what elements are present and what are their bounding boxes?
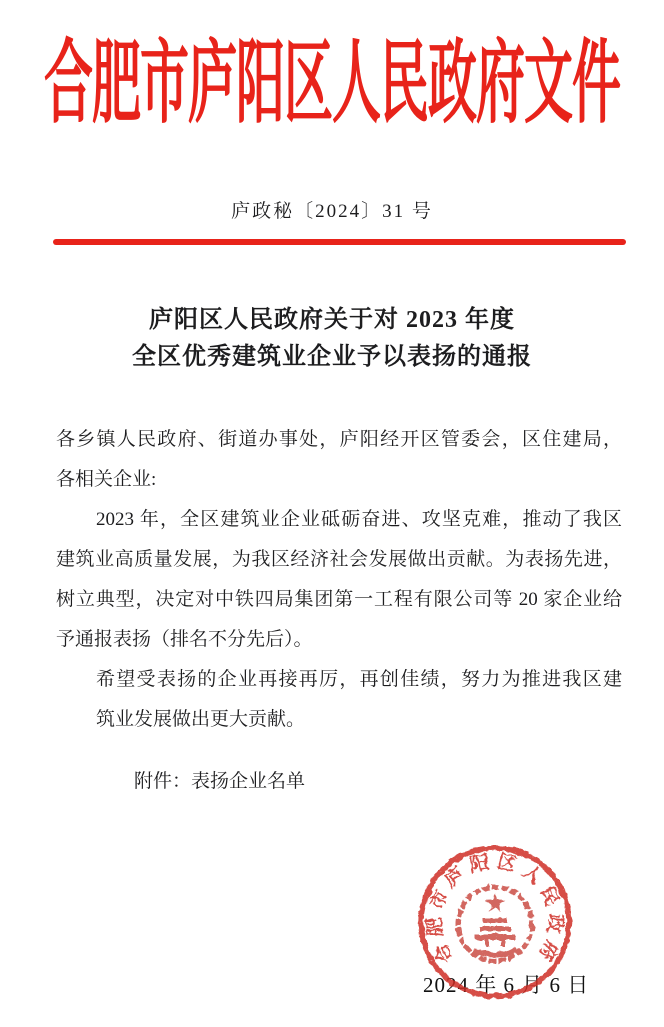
document-number: 庐政秘〔2024〕31 号 [231,201,433,222]
attachment-note: 附件：表扬企业名单 [134,771,306,792]
document-title [0,302,664,376]
red-divider-line [53,239,626,245]
document-title-line2: 全区优秀建筑业企业予以表扬的通报 [132,344,532,370]
body-line: 各乡镇人民政府、街道办事处，庐阳经开区管委会，区住建局， [56,429,622,450]
body-line: 希望受表扬的企业再接再厉，再创佳绩，努力为推进我区建 [96,669,622,690]
body-line: 各相关企业: [56,469,157,490]
body-line: 予通报表扬（排名不分先后）。 [56,629,313,650]
body-line: 2023 年，全区建筑业企业砥砺奋进、攻坚克难，推动了我区 [96,509,622,530]
body-line: 建筑业高质量发展，为我区经济社会发展做出贡献。为表扬先进， [56,549,622,570]
seal-arc-text: 合肥市庐阳区人民政府 [424,850,566,969]
national-emblem-icon [458,887,532,961]
body-line: 筑业发展做出更大贡献。 [96,709,306,730]
red-letterhead-banner [0,27,664,135]
document-date: 2024 年 6 月 6 日 [423,973,590,997]
document-title-line1: 庐阳区人民政府关于对 2023 年度 [149,307,515,333]
document-body [56,420,622,802]
body-line: 树立典型，决定对中铁四局集团第一工程有限公司等 20 家企业给 [56,589,622,610]
letterhead-title: 合肥市庐阳区人民政府文件 [43,32,620,135]
